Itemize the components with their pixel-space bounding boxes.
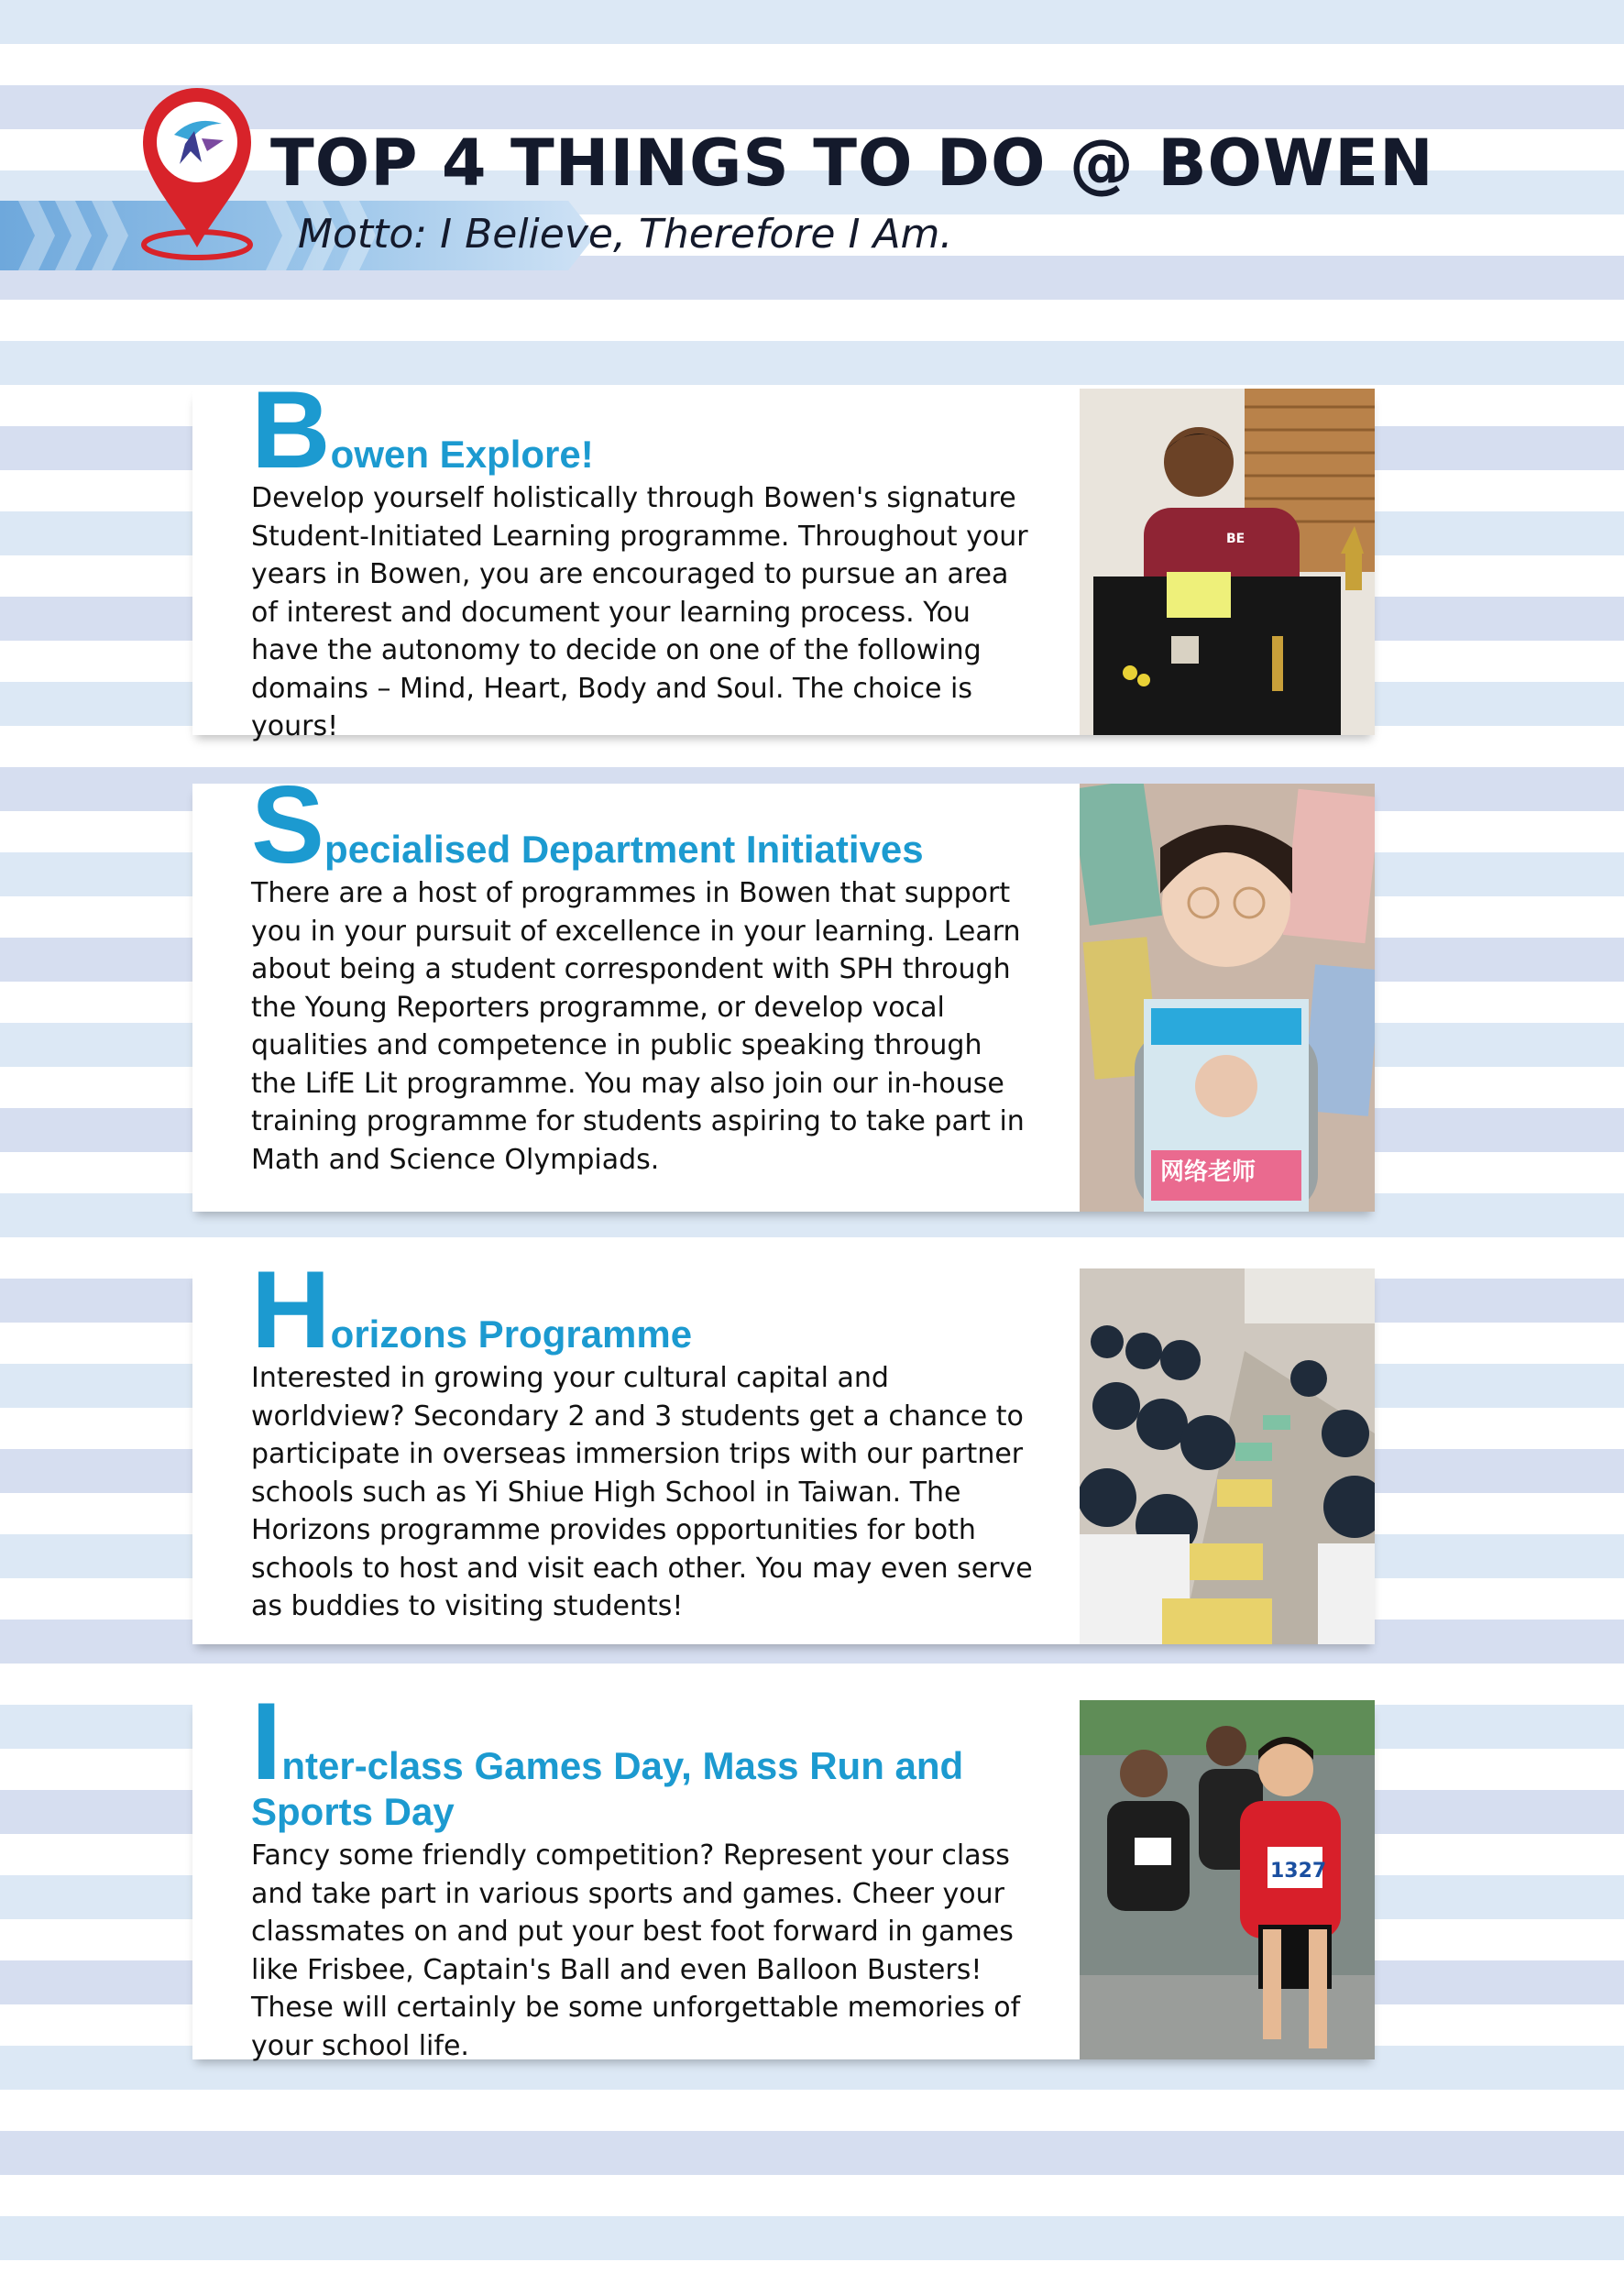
dropcap: I xyxy=(251,1680,282,1803)
card-title xyxy=(251,1680,1036,1835)
card-body: Develop yourself holistically through Bowen's signature Student-Initiated Learning programme. Throughout your years in Bowen, you are encouraged to pursue an area of interest and document your learning process. You have the autonomy to decide on one of the following domains – Mind, Heart, Body and Soul. The choice is yours! xyxy=(251,482,1028,742)
card-title xyxy=(251,1248,1036,1371)
card-title-text: owen Explore! xyxy=(330,433,594,476)
card-title xyxy=(251,763,1036,886)
student-with-project-board-photo xyxy=(1080,389,1375,735)
card-body: There are a host of programmes in Bowen that support you in your pursuit of excellence in your learning. Learn about being a student correspondent with SPH through the Young Reporters programme, or develop vocal qualities and competence in public speaking through the LifE Lit programme. You may also join our in-house training programme for students aspiring to take part in Math and Science Olympiads. xyxy=(251,877,1025,1176)
students-exchange-event-photo xyxy=(1080,1268,1375,1644)
page-title: TOP 4 THINGS TO DO @ BOWEN xyxy=(270,126,1434,201)
student-holding-magazine-photo xyxy=(1080,784,1375,1212)
location-pin-icon xyxy=(137,87,257,261)
dropcap: H xyxy=(251,1248,331,1371)
card-bowen-explore xyxy=(192,368,1375,742)
card-title-text: pecialised Department Initiatives xyxy=(324,828,924,871)
race-bib-number: 1327 xyxy=(1270,1860,1327,1883)
card-body: Fancy some friendly competition? Represent your class and take part in various sports and games. Cheer your classmates on and put your best foot forward in games like Frisbee, Captain's Ball and even Balloon Busters! These will certainly be some unforgettable memories of your school life. xyxy=(251,1839,1021,2062)
magazine-cover-text: 网络老师 xyxy=(1160,1158,1256,1186)
card-title-text: nter-class Games Day, Mass Run and Sports Day xyxy=(251,1744,964,1833)
card-specialised-department xyxy=(192,763,1375,1212)
students-running-race-photo xyxy=(1080,1700,1375,2059)
dropcap: S xyxy=(251,763,325,886)
card-inter-class-games xyxy=(192,1680,1375,2062)
dropcap: B xyxy=(251,368,331,491)
photo-shirt-text: BE xyxy=(1226,532,1245,546)
page-motto: Motto: I Believe, Therefore I Am. xyxy=(298,211,953,258)
card-horizons-programme xyxy=(192,1248,1375,1644)
card-title-text: orizons Programme xyxy=(330,1312,693,1356)
card-body: Interested in growing your cultural capital and worldview? Secondary 2 and 3 students get a chance to participate in overseas immersion trips with our partner schools such as Yi Shiue High School in Taiwan. The Horizons programme provides opportunities for both schools to host and visit each other. You may even serve as buddies to visiting students! xyxy=(251,1362,1033,1622)
page-header xyxy=(0,87,1624,289)
card-title xyxy=(251,368,1036,491)
